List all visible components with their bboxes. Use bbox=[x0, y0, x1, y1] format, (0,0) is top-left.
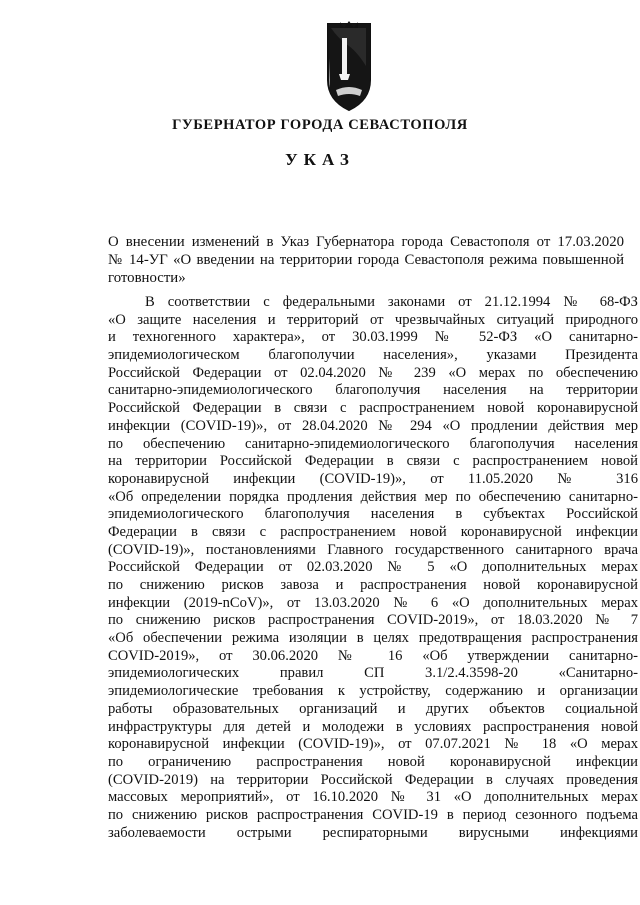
body-line: Российской Федерации от 02.04.2020 № 239 «О мерах по обеспечению bbox=[108, 364, 638, 381]
body-line: эпидемиологического благополучия населения в субъектах Российской bbox=[108, 506, 638, 523]
body-line: COVID-2019», от 30.06.2020 № 16 «Об утверждении санитарно- bbox=[108, 647, 638, 664]
subject-line: готовности» bbox=[108, 270, 186, 286]
body-line: В соответствии с федеральными законами от 21.12.1994 № 68-ФЗ bbox=[145, 294, 638, 310]
body-line: коронавирусной инфекции (COVID-19)», от 11.05.2020 № 316 bbox=[108, 470, 638, 487]
decree-body-text bbox=[108, 294, 638, 842]
body-line: инфекции (2019-nCoV)», от 13.03.2020 № 6 «О дополнительных мерах bbox=[108, 594, 638, 611]
body-line: по ограничению распространения новой коронавирусной инфекции bbox=[108, 753, 638, 770]
decree-heading: УКАЗ bbox=[285, 150, 355, 169]
body-line: по снижению рисков распространения COVID-19 в период сезонного подъема bbox=[108, 806, 638, 823]
body-line: по обеспечению санитарно-эпидемиологического благополучия населения bbox=[108, 435, 638, 452]
body-line: и техногенного характера», от 30.03.1999 № 52-ФЗ «О санитарно- bbox=[108, 329, 638, 346]
body-line: (COVID-19)», постановлениями Главного государственного санитарного врача bbox=[108, 541, 638, 558]
body-line: «О защите населения и территорий от чрезвычайных ситуаций природного bbox=[108, 311, 638, 328]
body-line: (COVID-2019) на территории Российской Федерации в случаях проведения bbox=[108, 771, 638, 788]
decree-subject bbox=[108, 233, 624, 287]
body-line: Российской Федерации от 02.03.2020 № 5 «О дополнительных мерах bbox=[108, 559, 638, 576]
body-line: «Об определении порядка продления действия мер по обеспечению санитарно- bbox=[108, 488, 638, 505]
body-line: по снижению рисков распространения COVID-2019», от 18.03.2020 № 7 bbox=[108, 612, 638, 629]
body-line: «Об обеспечении режима изоляции в целях предотвращения распространения bbox=[108, 630, 638, 647]
subject-line: № 14-УГ «О введении на территории города Севастополя режима повышенной bbox=[108, 252, 624, 268]
body-line: работы образовательных организаций и других объектов социальной bbox=[108, 700, 638, 717]
body-line: инфраструктуры для детей и молодежи в условиях распространения новой bbox=[108, 718, 638, 735]
body-line: эпидемиологических правил СП 3.1/2.4.3598-20 «Санитарно- bbox=[108, 665, 638, 682]
sevastopol-coat-of-arms-icon bbox=[318, 20, 380, 112]
body-line: инфекции (COVID-19)», от 28.04.2020 № 294 «О продлении действия мер bbox=[108, 417, 638, 434]
subject-line: О внесении изменений в Указ Губернатора города Севастополя от 17.03.2020 bbox=[108, 234, 624, 250]
body-line: на территории Российской Федерации в связи с распространением новой bbox=[108, 453, 638, 470]
authority-heading: ГУБЕРНАТОР ГОРОДА СЕВАСТОПОЛЯ bbox=[172, 117, 468, 133]
body-line: Федерации в связи с распространением новой коронавирусной инфекции bbox=[108, 523, 638, 540]
body-line: эпидемиологические требования к устройству, содержанию и организации bbox=[108, 683, 638, 700]
body-line: массовых мероприятий», от 16.10.2020 № 31 «О дополнительных мерах bbox=[108, 789, 638, 806]
body-line: Российской Федерации в связи с распространением новой коронавирусной bbox=[108, 400, 638, 417]
body-line: эпидемиологическом благополучии населения», указами Президента bbox=[108, 347, 638, 364]
body-line: санитарно-эпидемиологического благополучия населения на территории bbox=[108, 382, 638, 399]
body-line: по снижению рисков завоза и распространения новой коронавирусной bbox=[108, 577, 638, 593]
body-line: коронавирусной инфекции (COVID-19)», от 07.07.2021 № 18 «О мерах bbox=[108, 736, 638, 753]
body-line: заболеваемости острыми респираторными вирусными инфекциями bbox=[108, 824, 638, 841]
